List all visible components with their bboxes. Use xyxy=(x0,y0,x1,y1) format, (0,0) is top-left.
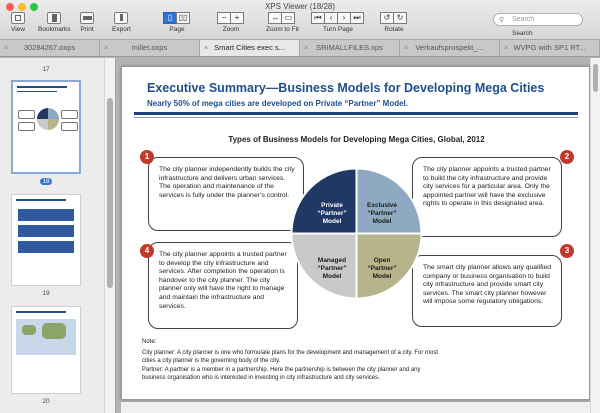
model-box-2: The city planner appoints a trusted partner to build the city infrastructure and provide city services for a particular area. Only the appointed partner will have the exclusive rights to operate in this designated area. xyxy=(412,157,562,237)
label-managed: Managed “Partner” Model xyxy=(317,257,347,280)
print-icon xyxy=(80,12,94,24)
document-scrollbar[interactable] xyxy=(590,58,600,413)
number-badge-2: 2 xyxy=(560,150,574,164)
close-tab-icon[interactable]: × xyxy=(304,43,309,52)
view-icon xyxy=(11,12,25,24)
model-box-3: The smart city planner allows any qualified company or business organisation to build city infrastructure and provide smart city services. The smart city planner however will impose some regulatory obligations. xyxy=(412,255,562,327)
number-badge-3: 3 xyxy=(560,244,574,258)
page-number-18: 18 xyxy=(40,178,52,185)
note-partner: Partner: A partner is a member in a partnership. Here the partnership is between the city planner and any business organisation who is interested in investing in city infrastructure and city services. xyxy=(142,367,421,381)
label-exclusive: Exclusive “Partner” Model xyxy=(367,202,397,225)
model-box-1: The city planner independently builds the city infrastructure and delivers urban services. The operation and maintenance of the services is fully under the planner’s control. xyxy=(148,157,304,231)
page-subtitle: Nearly 50% of mega cities are developed on Private “Partner” Model. xyxy=(147,99,408,108)
page-title: Executive Summary—Business Models for Developing Mega Cities xyxy=(147,81,545,95)
business-model-pie xyxy=(290,167,423,300)
zoom-control[interactable]: − + Zoom xyxy=(218,12,244,33)
turn-page-control[interactable]: ⏮ ‹ › ⏭ Turn Page xyxy=(312,12,364,33)
rotate-control[interactable]: ↺ ↻ Rotate xyxy=(381,12,407,33)
page-layout-control[interactable]: ▯ ▯▯ Page xyxy=(164,12,190,33)
print-button[interactable]: Print xyxy=(80,12,94,33)
single-page-icon[interactable]: ▯ xyxy=(163,12,177,24)
close-tab-icon[interactable]: × xyxy=(504,43,509,52)
document-page xyxy=(121,66,590,400)
note-label: Note: xyxy=(142,339,157,345)
chart-title: Types of Business Models for Developing Mega Cities, Global, 2012 xyxy=(228,135,485,144)
first-page-icon[interactable]: ⏮ xyxy=(311,12,325,24)
sidebar-scroll-thumb[interactable] xyxy=(107,98,113,288)
two-page-icon[interactable]: ▯▯ xyxy=(176,12,190,24)
close-tab-icon[interactable]: × xyxy=(104,43,109,52)
model-box-4: The city planner appoints a trusted partner to develop the city infrastructure and services. After completion the operation is handover to the city planner. The city planner only will have the right to manage and maintain the infrastructure and services. xyxy=(148,242,298,329)
bookmarks-button[interactable]: Bookmarks xyxy=(38,12,71,33)
close-tab-icon[interactable]: × xyxy=(204,43,209,52)
number-badge-1: 1 xyxy=(140,150,154,164)
view-button[interactable]: View xyxy=(11,12,25,33)
zoom-in-icon[interactable]: + xyxy=(230,12,244,24)
horizontal-scrollbar[interactable] xyxy=(121,402,590,413)
fit-width-icon[interactable]: ↔ xyxy=(268,12,282,24)
page-number-19: 19 xyxy=(42,290,50,297)
bookmarks-icon xyxy=(47,12,61,24)
tab-verkaufsprospekt[interactable]: × Verkaufsprospekt_... xyxy=(400,40,500,56)
page-thumbnail-18[interactable] xyxy=(11,80,81,174)
document-scroll-thumb[interactable] xyxy=(593,64,598,92)
zoom-out-icon[interactable]: − xyxy=(217,12,231,24)
document-tab-bar xyxy=(0,40,600,57)
tab-wvpg[interactable]: × WVPG with SP1 RT... xyxy=(500,40,600,56)
previous-page-icon[interactable]: ‹ xyxy=(324,12,338,24)
tab-smart-cities[interactable]: × Smart Cities exec s... xyxy=(200,40,300,56)
export-button[interactable]: Export xyxy=(112,12,131,33)
page-number-20: 20 xyxy=(42,398,50,405)
thumbnail-sidebar xyxy=(0,58,116,413)
sidebar-scrollbar[interactable] xyxy=(104,58,115,413)
zoom-to-fit-control[interactable]: ↔ ▭ Zoom to Fit xyxy=(266,13,299,33)
page-thumbnail-20[interactable] xyxy=(11,306,81,394)
tab-30284267[interactable]: × 30284267.oxps xyxy=(0,40,100,56)
number-badge-4: 4 xyxy=(140,244,154,258)
page-number-17: 17 xyxy=(42,66,50,73)
tab-srimallfiles[interactable]: × SRIMALLFILES.xps xyxy=(300,40,400,56)
next-page-icon[interactable]: › xyxy=(337,12,351,24)
page-thumbnail-19[interactable] xyxy=(11,194,81,286)
fit-page-icon[interactable]: ▭ xyxy=(281,12,295,24)
last-page-icon[interactable]: ⏭ xyxy=(350,12,364,24)
search-label: Search xyxy=(512,30,533,37)
rotate-right-icon[interactable]: ↻ xyxy=(393,12,407,24)
window-title: XPS Viewer (18/28) xyxy=(264,2,336,11)
close-tab-icon[interactable]: × xyxy=(404,43,409,52)
search-input[interactable]: ⚲ Search xyxy=(493,13,583,26)
title-divider xyxy=(134,112,578,115)
tab-millet[interactable]: × millet.oxps xyxy=(100,40,200,56)
note-city-planner: City planner: A city planner is one who formulate plans for the development and management of a city. For most cities a city planner is the governing body of the city. xyxy=(142,350,439,364)
rotate-left-icon[interactable]: ↺ xyxy=(380,12,394,24)
export-icon xyxy=(114,12,128,24)
search-icon: ⚲ xyxy=(499,17,505,24)
title-divider-thin xyxy=(134,117,578,118)
title-bar xyxy=(0,0,600,40)
label-private: Private “Partner” Model xyxy=(317,202,347,225)
label-open: Open “Partner” Model xyxy=(367,257,397,280)
close-tab-icon[interactable]: × xyxy=(4,43,9,52)
